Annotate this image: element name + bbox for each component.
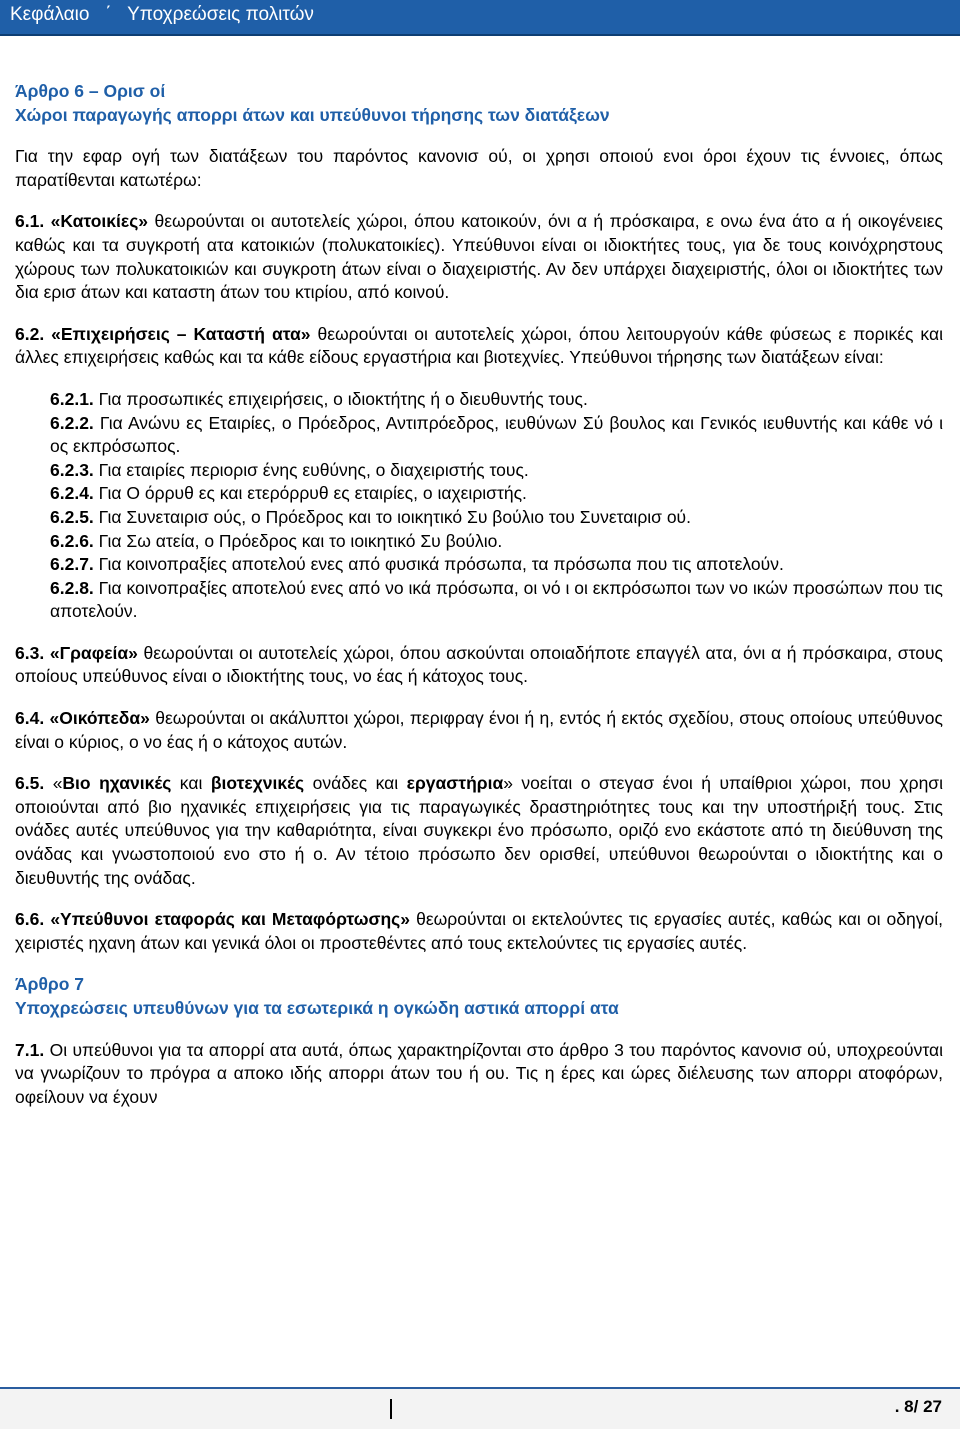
section-6-1-num: 6.1. [15,211,45,232]
document-body [15,80,943,1109]
list-item-num: 6.2.5. [50,506,94,527]
section-6-4-num: 6.4. [15,708,45,729]
section-7-1-num: 7.1. [15,1039,45,1060]
section-6-5-term2: βιοτεχνικές [210,773,305,794]
list-item [50,482,943,506]
list-item [50,553,943,577]
section-6-5-num: 6.5. [15,773,45,794]
subsection-list [50,388,943,624]
section-6-5-term1: Βιο ηχανικές [62,773,172,794]
section-7-1-text: Οι υπεύθυνοι για τα απορρί ατα αυτά, όπως χαρακτηρίζονται στο άρθρο 3 του παρόντος κανονισ ού, υποχρεούνται να γνωρίζουν το πρόγρα α αποκο ιδής απορρι άτων του ή ου. Τις η έρες και ώρες διέλευσης των απορρι ατοφόρων, οφείλουν να έχουν [15,1039,943,1107]
list-item-text: Για Συνεταιρισ ούς, ο Πρόεδρος και το ιοικητικό Συ βούλιο του Συνεταιρισ ού. [93,506,691,527]
list-item-text: Για εταιρίες περιορισ ένης ευθύνης, ο διαχειριστής τους. [93,459,529,480]
list-item-text: Για Ανώνυ ες Εταιρίες, ο Πρόεδρος, Αντιπρόεδρος, ιευθύνων Σύ βουλος και Γενικός ιευθυντής και κάθε νό ι ος εκπρόσωπος. [50,412,943,457]
list-item-text: Για Ο όρρυθ ες και ετερόρρυθ ες εταιρίες, ο ιαχειριστής. [93,483,527,504]
section-6-6-text: θεωρούνται οι εκτελούντες τις εργασίες αυτές, καθώς και οι οδηγοί, χειριστές ηχανη άτων και γενικά όλοι οι προστεθέντες από τους εκτελούντες τις εργασίες αυτές. [15,909,943,953]
quote-open: « [52,773,63,794]
section-6-6 [15,908,943,955]
quote-close: » [503,773,513,794]
article6-subheading: Χώροι παραγωγής απορρι άτων και υπεύθυνοι τήρησης των διατάξεων [15,104,610,125]
chapter-title: Κεφάλαιο ΄ Υποχρεώσεις πολιτών [10,4,314,25]
list-item [50,459,943,483]
list-item-num: 6.2.3. [50,459,94,480]
section-6-6-num: 6.6. [15,909,45,930]
footer-separator [390,1399,392,1419]
section-6-5-mid: ονάδες και [304,773,407,794]
section-6-3 [15,642,943,689]
list-item [50,412,943,459]
list-item-text: Για κοινοπραξίες αποτελού ενες από φυσικά πρόσωπα, τα πρόσωπα που τις αποτελούν. [93,554,784,575]
section-6-5 [15,772,943,890]
conjunction: και [171,773,211,794]
section-6-3-term: «Γραφεία» [49,642,138,663]
list-item-num: 6.2.1. [50,388,94,409]
list-item-num: 6.2.4. [50,483,94,504]
section-6-3-num: 6.3. [15,642,45,663]
section-6-6-term: «Υπεύθυνοι εταφοράς και Μεταφόρτωσης» [50,909,411,930]
page-number: . 8/ 27 [894,1397,942,1416]
section-6-4-text: θεωρούνται οι ακάλυπτοι χώροι, περιφραγ ένοι ή η, εντός ή εκτός σχεδίου, στους οποίους υπεύθυνος είναι ο κύριος, ο νο έας ή ο κάτοχος αυτών. [15,708,943,752]
list-item-text: Για Σω ατεία, ο Πρόεδρος και το ιοικητικό Συ βούλιο. [93,530,503,551]
list-item [50,577,943,624]
article6-intro: Για την εφαρ ογή των διατάξεων του παρόντος κανονισ ού, οι χρησι οποιού ενοι όροι έχουν τις έννοιες, όπως παρατίθενται κατωτέρω: [15,146,943,190]
chapter-header [0,0,960,36]
section-6-5-text: νοείται ο στεγασ ένοι ή υπαίθριοι χώροι, που χρησι οποιούνται από βιο ηχανικές επιχειρήσεις για τις παραγωγικές δραστηριότητες τους και την υποστήριξή τους. Στις ονάδες αυτές υπεύθυνος για την καθαριότητα, είναι συγκεκρι ένο πρόσωπο, οριζό ενο εκάστοτε από τη διεύθυνση της ονάδας και γνωστοποιού ενο στο ή ο. Αν τέτοιο πρόσωπο δεν ορισθεί, υπεύθυνοι θεωρούνται ο ιδιοκτήτης και ο διευθυντής της ονάδας. [15,773,943,888]
article6-heading: Άρθρο 6 – Ορισ οί [15,81,166,101]
list-item [50,388,943,412]
section-7-1 [15,1039,943,1110]
section-6-5-term3: εργαστήρια [406,773,504,794]
list-item-text: Για κοινοπραξίες αποτελού ενες από νο ικά πρόσωπα, οι νό ι οι εκπρόσωποι των νο ικών προσώπων που τις αποτελούν. [50,577,943,622]
section-6-1-text: θεωρούνται οι αυτοτελείς χώροι, όπου κατοικούν, όνι α ή πρόσκαιρα, ε ονω ένα άτο α ή οικογένειες καθώς και τα συγκροτή ατα κατοικιών (πολυκατοικίες). Υπεύθυνοι είναι οι ιδιοκτήτες τους, για δε τους κοινόχρηστους χώρους των πολυκατοικιών και συγκροτη άτων είναι ο διαχειριστής. Αν δεν υπάρχει διαχειριστής, όλοι οι ιδιοκτήτες των δια ερισ άτων και καταστη άτων του κτιρίου, από κοινού. [15,211,943,303]
list-item [50,506,943,530]
list-item-num: 6.2.6. [50,530,94,551]
list-item-num: 6.2.7. [50,554,94,575]
list-item [50,530,943,554]
article7-heading: Άρθρο 7 [15,974,85,995]
footer-divider [0,1387,960,1389]
page-footer [0,1387,960,1429]
article7-subheading: Υποχρεώσεις υπευθύνων για τα εσωτερικά η ογκώδη αστικά απορρί ατα [15,998,619,1018]
section-6-1-term: «Κατοικίες» [50,211,149,232]
section-6-3-text: θεωρούνται οι αυτοτελείς χώροι, όπου ασκούνται οποιαδήποτε επαγγέλ ατα, όνι α ή πρόσκαιρα, στους οποίους υπεύθυνος είναι ο ιδιοκτήτης τους, νο έας ή κάτοχος τους. [15,642,943,687]
section-6-2 [15,323,943,370]
section-6-2-text: θεωρούνται οι αυτοτελείς χώροι, όπου λειτουργούν κάθε φύσεως ε πορικές και άλλες επιχειρήσεις καθώς και τα κάθε είδους εργαστήρια και βιοτεχνίες. Υπεύθυνοι τήρησης των διατάξεων είναι: [15,323,943,368]
section-6-4 [15,707,943,754]
list-item-num: 6.2.8. [50,577,94,598]
list-item-num: 6.2.2. [50,412,94,433]
section-6-2-term: «Επιχειρήσεις – Καταστή ατα» [51,323,311,344]
list-item-text: Για προσωπικές επιχειρήσεις, ο ιδιοκτήτης ή ο διευθυντής τους. [93,388,588,409]
section-6-4-term: «Οικόπεδα» [49,708,150,729]
section-6-1 [15,210,943,304]
section-6-2-num: 6.2. [15,323,45,344]
